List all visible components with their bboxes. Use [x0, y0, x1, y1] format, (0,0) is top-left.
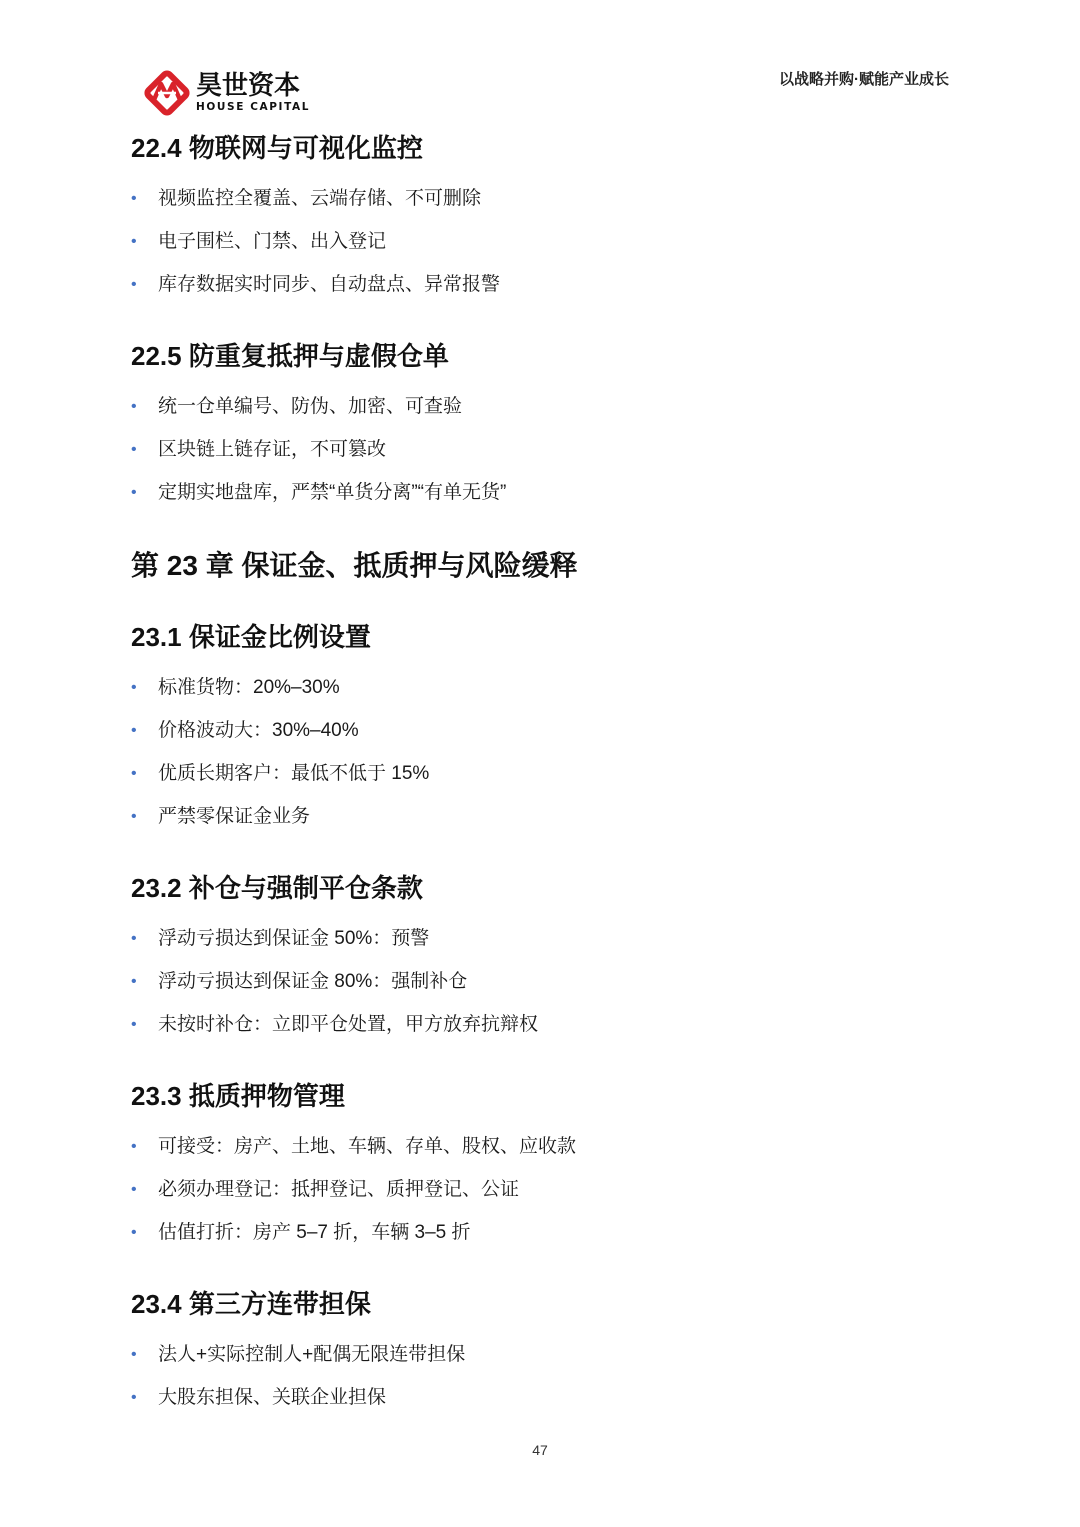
list-item: • 标准货物：20%–30%: [131, 666, 951, 709]
bullet-list-23-4: [131, 1333, 951, 1419]
list-item: • 浮动亏损达到保证金 50%：预警: [131, 917, 951, 960]
house-capital-logo-icon: [144, 70, 190, 116]
list-item: • 统一仓单编号、防伪、加密、可查验: [131, 385, 951, 428]
list-item: • 严禁零保证金业务: [131, 795, 951, 838]
bullet-icon: •: [131, 679, 137, 696]
section-heading-22-5: 22.5 防重复抵押与虚假仓单: [131, 341, 449, 371]
bullet-icon: •: [131, 1181, 137, 1198]
logo-chinese-name: 昊世资本: [196, 71, 301, 101]
logo-text: [196, 72, 310, 114]
page-header: [0, 60, 1080, 130]
section-heading-23-1: 23.1 保证金比例设置: [131, 622, 371, 652]
list-item: • 价格波动大：30%–40%: [131, 709, 951, 752]
section-heading-23-2: 23.2 补仓与强制平仓条款: [131, 873, 423, 903]
section-heading-23-4: 23.4 第三方连带担保: [131, 1289, 371, 1319]
list-item: • 优质长期客户：最低不低于 15%: [131, 752, 951, 795]
bullet-icon: •: [131, 484, 137, 501]
list-item: • 估值打折：房产 5–7 折，车辆 3–5 折: [131, 1211, 951, 1254]
list-item: • 视频监控全覆盖、云端存储、不可删除: [131, 177, 951, 220]
list-item: • 必须办理登记：抵押登记、质押登记、公证: [131, 1168, 951, 1211]
document-body: [131, 127, 951, 1419]
page-number: 47: [532, 1442, 548, 1458]
bullet-icon: •: [131, 1389, 137, 1406]
bullet-icon: •: [131, 808, 137, 825]
list-item: • 可接受：房产、土地、车辆、存单、股权、应收款: [131, 1125, 951, 1168]
bullet-list-22-5: [131, 385, 951, 514]
list-item: • 定期实地盘库，严禁“单货分离”“有单无货”: [131, 471, 951, 514]
chapter-heading-23: 第 23 章 保证金、抵质押与风险缓释: [131, 550, 578, 581]
bullet-list-23-1: [131, 666, 951, 838]
bullet-icon: •: [131, 765, 137, 782]
logo-english-name: HOUSE CAPITAL: [196, 101, 311, 113]
bullet-icon: •: [131, 1346, 137, 1363]
section-heading-22-4: 22.4 物联网与可视化监控: [131, 133, 423, 163]
bullet-list-23-3: [131, 1125, 951, 1254]
list-item: • 电子围栏、门禁、出入登记: [131, 220, 951, 263]
bullet-icon: •: [131, 398, 137, 415]
list-item: • 区块链上链存证，不可篡改: [131, 428, 951, 471]
bullet-icon: •: [131, 722, 137, 739]
list-item: • 未按时补仓：立即平仓处置，甲方放弃抗辩权: [131, 1003, 951, 1046]
list-item: • 浮动亏损达到保证金 80%：强制补仓: [131, 960, 951, 1003]
list-item: • 大股东担保、关联企业担保: [131, 1376, 951, 1419]
bullet-icon: •: [131, 1224, 137, 1241]
header-slogan: 以战略并购·赋能产业成长: [779, 71, 949, 88]
bullet-icon: •: [131, 973, 137, 990]
list-item: • 法人+实际控制人+配偶无限连带担保: [131, 1333, 951, 1376]
section-heading-23-3: 23.3 抵质押物管理: [131, 1081, 345, 1111]
bullet-icon: •: [131, 1016, 137, 1033]
bullet-icon: •: [131, 190, 137, 207]
bullet-icon: •: [131, 233, 137, 250]
bullet-icon: •: [131, 1138, 137, 1155]
list-item: • 库存数据实时同步、自动盘点、异常报警: [131, 263, 951, 306]
bullet-icon: •: [131, 930, 137, 947]
bullet-icon: •: [131, 276, 137, 293]
bullet-list-22-4: [131, 177, 951, 306]
bullet-list-23-2: [131, 917, 951, 1046]
company-logo: [144, 70, 310, 116]
bullet-icon: •: [131, 441, 137, 458]
